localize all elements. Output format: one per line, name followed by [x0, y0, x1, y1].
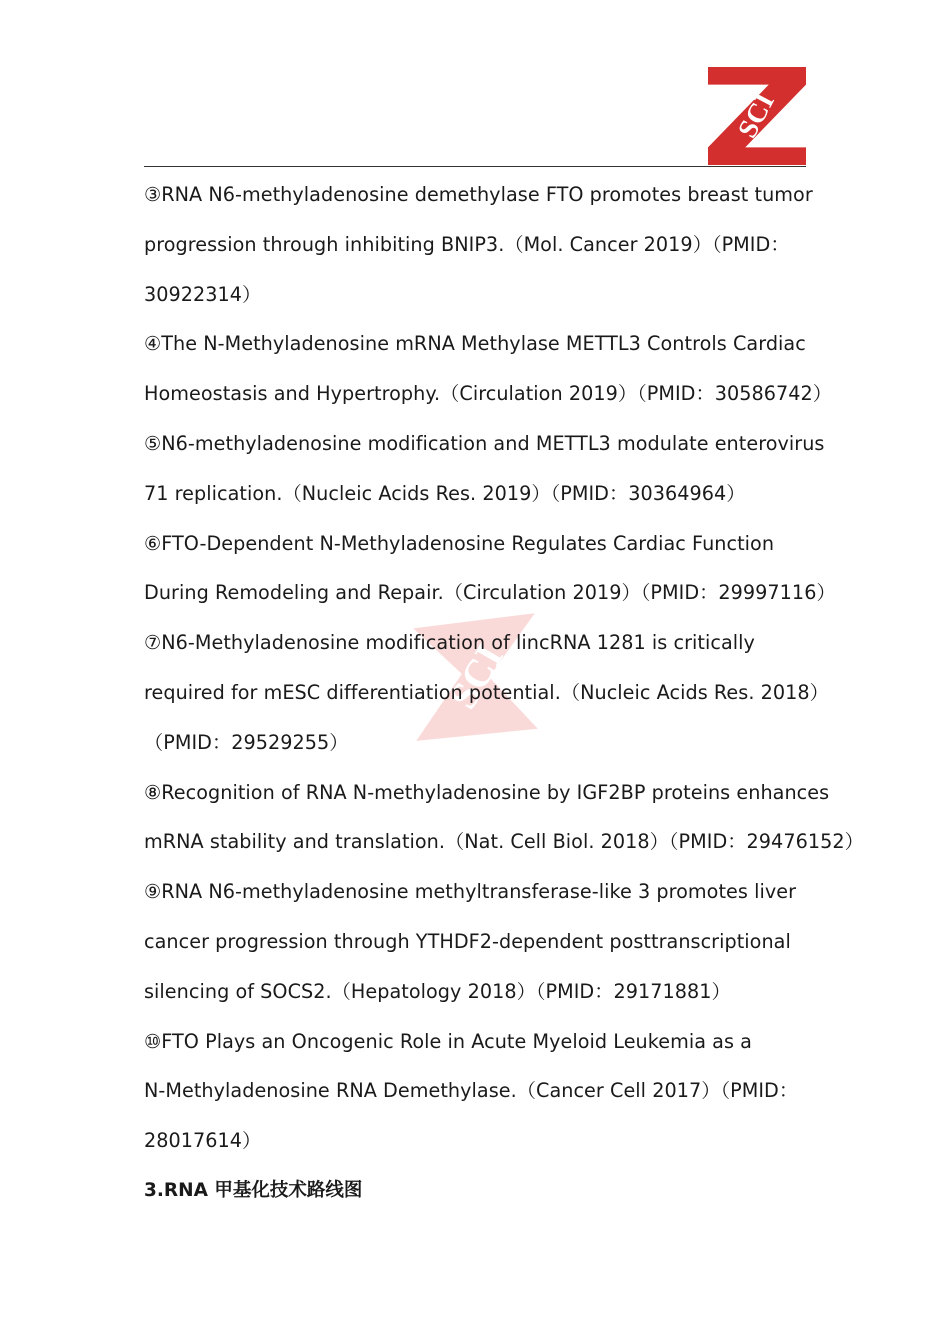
reference-item — [144, 768, 864, 868]
reference-line: mRNA stability and translation.（Nat. Cell Biol. 2018）（PMID：29476152） — [144, 830, 864, 854]
reference-text: FTO Plays an Oncogenic Role in Acute Myeloid Leukemia as a — [161, 1029, 752, 1053]
reference-line: Homeostasis and Hypertrophy.（Circulation 2019）（PMID：30586742） — [144, 382, 833, 406]
reference-text: RNA N6-methyladenosine methyltransferase-like 3 promotes liver — [161, 880, 797, 904]
reference-item — [144, 618, 829, 767]
reference-line: 28017614） — [144, 1129, 262, 1153]
reference-line: 71 replication.（Nucleic Acids Res. 2019）（PMID：30364964） — [144, 481, 746, 505]
reference-item — [144, 419, 824, 519]
reference-marker: ④ — [144, 332, 162, 356]
reference-line — [144, 867, 824, 917]
reference-item — [144, 170, 824, 319]
reference-text: FTO-Dependent N-Methyladenosine Regulates Cardiac Function — [161, 531, 775, 555]
reference-text: The N-Methyladenosine mRNA Methylase METTL3 Controls Cardiac — [161, 332, 806, 356]
reference-marker: ⑨ — [144, 880, 162, 904]
reference-line: required for mESC differentiation potential.（Nucleic Acids Res. 2018） — [144, 680, 829, 704]
sci-logo — [708, 67, 806, 165]
reference-marker: ⑧ — [144, 780, 162, 804]
reference-line: During Remodeling and Repair.（Circulation 2019）（PMID：29997116） — [144, 581, 836, 605]
reference-text: N6-methyladenosine modification and METTL3 modulate enterovirus — [161, 431, 825, 455]
reference-line — [144, 768, 830, 818]
reference-list — [144, 170, 864, 1216]
logo-text: SCI — [731, 88, 780, 143]
reference-item — [144, 867, 824, 1016]
reference-item — [144, 319, 833, 419]
header-divider — [144, 166, 806, 167]
section-title: 3.RNA 甲基化技术路线图 — [144, 1179, 363, 1201]
reference-line — [144, 419, 824, 469]
reference-text: RNA N6-methyladenosine demethylase FTO promotes breast tumor — [161, 183, 813, 206]
reference-line — [144, 519, 824, 569]
reference-line — [144, 1017, 824, 1067]
reference-marker: ⑩ — [144, 1029, 162, 1053]
reference-line: silencing of SOCS2.（Hepatology 2018）（PMID：29171881） — [144, 979, 731, 1003]
reference-marker: ⑤ — [144, 431, 162, 455]
reference-item — [144, 1017, 824, 1166]
reference-text: Recognition of RNA N-methyladenosine by IGF2BP proteins enhances — [161, 780, 830, 804]
reference-line: progression through inhibiting BNIP3.（Mol. Cancer 2019）（PMID： — [144, 232, 790, 256]
reference-text: N6-Methyladenosine modification of lincRNA 1281 is critically — [161, 631, 755, 655]
reference-marker: ⑥ — [144, 531, 162, 555]
reference-line: N-Methyladenosine RNA Demethylase.（Cancer Cell 2017）（PMID： — [144, 1079, 799, 1103]
reference-line: （PMID：29529255） — [144, 730, 349, 754]
reference-item — [144, 519, 836, 619]
watermark-text: SCI — [440, 637, 512, 717]
reference-line — [144, 170, 824, 220]
reference-line — [144, 319, 824, 369]
reference-marker: ③ — [144, 183, 162, 206]
reference-line: cancer progression through YTHDF2-dependent posttranscriptional — [144, 929, 791, 953]
reference-marker: ⑦ — [144, 631, 162, 655]
reference-line: 30922314） — [144, 282, 262, 306]
reference-line — [144, 618, 824, 668]
